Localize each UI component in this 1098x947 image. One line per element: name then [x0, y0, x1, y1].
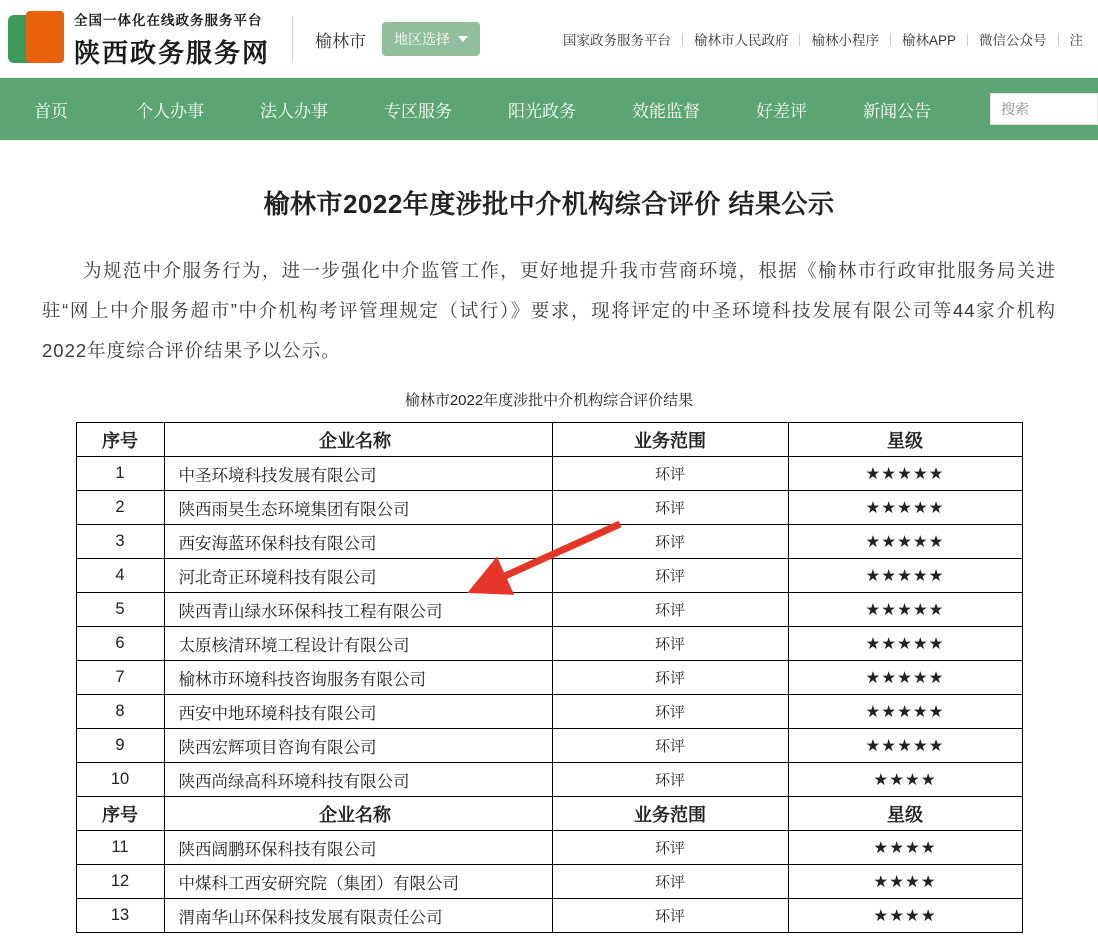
table-row — [76, 729, 1022, 763]
cell-company: 陕西阔鹏环保科技有限公司 — [164, 831, 552, 865]
cell-index: 5 — [76, 593, 164, 627]
cell-company: 西安中地环境科技有限公司 — [164, 695, 552, 729]
cell-stars: ★★★★★ — [788, 559, 1022, 593]
table-row — [76, 763, 1022, 797]
column-header-stars: 星级 — [788, 423, 1022, 457]
cell-stars: ★★★★★ — [788, 695, 1022, 729]
cell-index: 11 — [76, 831, 164, 865]
cell-index: 6 — [76, 627, 164, 661]
table-body — [76, 423, 1022, 933]
column-header-company: 企业名称 — [164, 797, 552, 831]
column-header-stars: 星级 — [788, 797, 1022, 831]
column-header-index: 序号 — [76, 423, 164, 457]
table-row — [76, 525, 1022, 559]
cell-stars: ★★★★★ — [788, 627, 1022, 661]
evaluation-results-table — [76, 422, 1023, 933]
header-link-wechat[interactable]: 微信公众号 — [979, 33, 1047, 48]
region-select-label: 地区选择 — [394, 31, 451, 47]
nav-item-news[interactable]: 新闻公告 — [863, 101, 931, 121]
nav-item-personal[interactable]: 个人办事 — [136, 101, 204, 121]
cell-stars: ★★★★★ — [788, 491, 1022, 525]
cell-index: 7 — [76, 661, 164, 695]
cell-company: 陕西雨昊生态环境集团有限公司 — [164, 491, 552, 525]
cell-company: 中煤科工西安研究院（集团）有限公司 — [164, 865, 552, 899]
column-header-index: 序号 — [76, 797, 164, 831]
table-row — [76, 695, 1022, 729]
search-input[interactable] — [990, 93, 1098, 125]
current-city-label: 榆林市 — [315, 31, 367, 51]
table-row — [76, 593, 1022, 627]
cell-index: 2 — [76, 491, 164, 525]
site-brand — [74, 9, 284, 70]
site-header — [0, 0, 1098, 78]
cell-scope: 环评 — [552, 627, 788, 661]
table-row — [76, 899, 1022, 933]
header-divider — [292, 16, 293, 62]
cell-scope: 环评 — [552, 525, 788, 559]
main-navigation — [0, 78, 1098, 140]
table-row — [76, 831, 1022, 865]
nav-item-sunshine-affairs[interactable]: 阳光政务 — [508, 101, 576, 121]
cell-company: 陕西青山绿水环保科技工程有限公司 — [164, 593, 552, 627]
cell-scope: 环评 — [552, 593, 788, 627]
table-header-row-repeat — [76, 797, 1022, 831]
cell-company: 陕西宏辉项目咨询有限公司 — [164, 729, 552, 763]
cell-scope: 环评 — [552, 559, 788, 593]
brand-subtitle: 全国一体化在线政务服务平台 — [74, 12, 263, 28]
cell-index: 13 — [76, 899, 164, 933]
header-link-national-platform[interactable]: 国家政务服务平台 — [562, 33, 671, 48]
column-header-scope: 业务范围 — [552, 797, 788, 831]
cell-index: 8 — [76, 695, 164, 729]
cell-scope: 环评 — [552, 661, 788, 695]
cell-stars: ★★★★★ — [788, 729, 1022, 763]
cell-scope: 环评 — [552, 865, 788, 899]
cell-scope: 环评 — [552, 729, 788, 763]
cell-index: 9 — [76, 729, 164, 763]
region-select-button[interactable] — [382, 22, 480, 56]
table-row — [76, 865, 1022, 899]
nav-item-legal-entity[interactable]: 法人办事 — [260, 101, 328, 121]
table-row — [76, 491, 1022, 525]
cell-stars: ★★★★★ — [788, 525, 1022, 559]
site-logo-icon — [8, 11, 64, 67]
cell-company: 中圣环境科技发展有限公司 — [164, 457, 552, 491]
nav-item-rating[interactable]: 好差评 — [756, 101, 807, 121]
cell-company: 榆林市环境科技咨询服务有限公司 — [164, 661, 552, 695]
table-caption: 榆林市2022年度涉批中介机构综合评价结果 — [404, 392, 694, 409]
cell-scope: 环评 — [552, 491, 788, 525]
column-header-company: 企业名称 — [164, 423, 552, 457]
table-row — [76, 627, 1022, 661]
header-link-list — [552, 29, 1098, 49]
cell-stars: ★★★★ — [788, 899, 1022, 933]
cell-scope: 环评 — [552, 695, 788, 729]
header-link-register[interactable]: 注 — [1069, 33, 1083, 48]
cell-index: 1 — [76, 457, 164, 491]
table-row — [76, 661, 1022, 695]
cell-stars: ★★★★ — [788, 831, 1022, 865]
table-row — [76, 457, 1022, 491]
cell-index: 3 — [76, 525, 164, 559]
cell-scope: 环评 — [552, 899, 788, 933]
table-row — [76, 559, 1022, 593]
cell-company: 渭南华山环保科技发展有限责任公司 — [164, 899, 552, 933]
cell-company: 西安海蓝环保科技有限公司 — [164, 525, 552, 559]
article-paragraph — [28, 251, 1070, 371]
nav-item-home[interactable]: 首页 — [34, 101, 68, 121]
table-header-row — [76, 423, 1022, 457]
cell-company: 河北奇正环境科技有限公司 — [164, 559, 552, 593]
header-link-app[interactable]: 榆林APP — [901, 33, 956, 48]
nav-item-efficiency-supervision[interactable]: 效能监督 — [632, 101, 700, 121]
cell-stars: ★★★★★ — [788, 457, 1022, 491]
cell-stars: ★★★★ — [788, 763, 1022, 797]
cell-company: 陕西尚绿高科环境科技有限公司 — [164, 763, 552, 797]
cell-stars: ★★★★★ — [788, 593, 1022, 627]
page-title: 榆林市2022年度涉批中介机构综合评价 结果公示 — [263, 189, 835, 219]
cell-index: 4 — [76, 559, 164, 593]
chevron-down-icon — [458, 36, 468, 42]
cell-index: 12 — [76, 865, 164, 899]
cell-company: 太原核清环境工程设计有限公司 — [164, 627, 552, 661]
header-link-city-government[interactable]: 榆林市人民政府 — [693, 33, 789, 48]
column-header-scope: 业务范围 — [552, 423, 788, 457]
article-body — [0, 140, 1098, 933]
article-paragraph-text: 为规范中介服务行为，进一步强化中介监管工作，更好地提升我市营商环境，根据《榆林市行政审批服务局关进驻“网上中介服务超市”中介机构考评管理规定（试行）》要求，现将评定的中圣环境科技发展有限公司等44家介机构2022年度综合评价结果予以公示。 — [42, 260, 1056, 361]
search-placeholder: 搜索 — [1001, 101, 1029, 117]
cell-stars: ★★★★★ — [788, 661, 1022, 695]
cell-scope: 环评 — [552, 763, 788, 797]
brand-title: 陕西政务服务网 — [74, 37, 271, 68]
cell-index: 10 — [76, 763, 164, 797]
cell-stars: ★★★★ — [788, 865, 1022, 899]
header-link-miniprogram[interactable]: 榆林小程序 — [811, 33, 879, 48]
cell-scope: 环评 — [552, 457, 788, 491]
nav-item-zone-service[interactable]: 专区服务 — [384, 101, 452, 121]
cell-scope: 环评 — [552, 831, 788, 865]
